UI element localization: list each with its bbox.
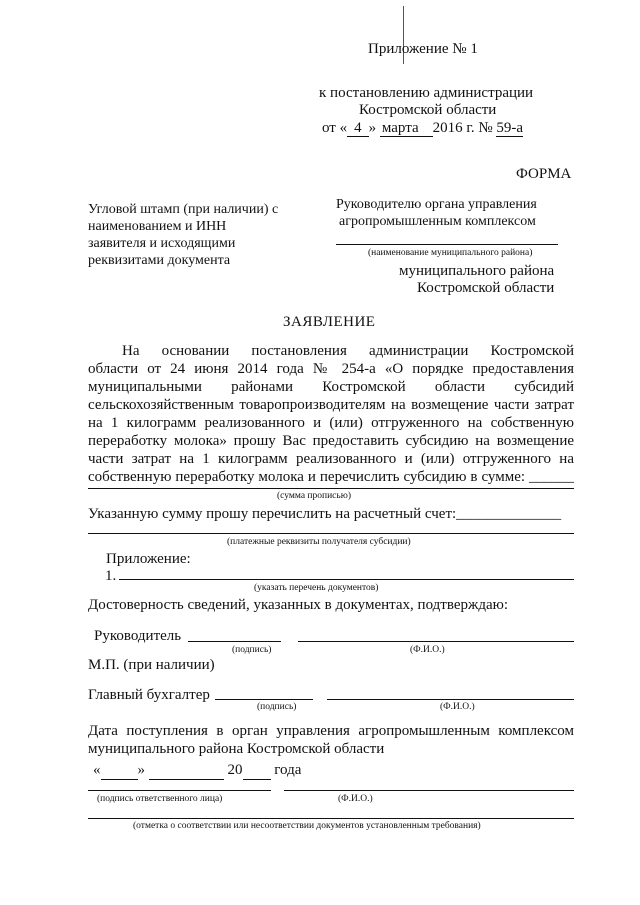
body-line: переработку молока» прошу Вас предоставить субсидию на возмещение: [88, 433, 574, 449]
body-line: На основании постановления администрации Костромской: [122, 343, 574, 359]
receipt-date-open: «: [93, 762, 101, 778]
receipt-line-2: муниципального района Костромской области: [88, 741, 385, 757]
date-prefix: от «: [322, 120, 348, 136]
reliability-text: Достоверность сведений, указанных в документах, подтверждаю:: [88, 597, 509, 613]
resolution-region: Костромской области: [359, 102, 497, 118]
stamp-line-2: наименованием и ИНН: [88, 219, 227, 234]
addressee-line-3: муниципального района: [399, 263, 555, 279]
resolution-line: к постановлению администрации: [319, 85, 534, 101]
date-day: 4: [347, 120, 369, 137]
stamp-place-label: М.П. (при наличии): [88, 657, 215, 673]
head-signature-caption: (подпись): [232, 645, 272, 655]
receipt-day-blank: [101, 761, 138, 780]
receipt-line-1: Дата поступления в орган управления агропромышленным комплексом: [88, 723, 574, 739]
payment-details-line: [88, 533, 574, 534]
date-number: 59-а: [496, 120, 524, 136]
head-fio-line: [298, 641, 574, 642]
accountant-signature-caption: (подпись): [257, 702, 297, 712]
sum-words-line: [88, 488, 574, 489]
addressee-line-2: агропромышленным комплексом: [339, 214, 536, 229]
stamp-line-1: Угловой штамп (при наличии) с: [88, 202, 279, 217]
date-mid: »: [368, 120, 377, 136]
stamp-line-4: реквизитами документа: [88, 253, 231, 268]
responsible-fio-line: [284, 790, 574, 791]
body-paragraph: [88, 342, 574, 486]
document-title: ЗАЯВЛЕНИЕ: [283, 314, 376, 330]
responsible-fio-caption: (Ф.И.О.): [338, 794, 373, 804]
appendix-title: Приложение № 1: [368, 41, 478, 57]
body-line: на 1 килограмм реализованного и (или) отгруженного на собственную: [88, 415, 574, 431]
responsible-signature-caption: (подпись ответственного лица): [97, 794, 223, 804]
receipt-year-blank: [243, 761, 271, 780]
compliance-caption: (отметка о соответствии или несоответствии документов установленным требования): [133, 821, 481, 831]
body-line: муниципальными районами Костромской области субсидий: [88, 379, 574, 395]
attachment-label: Приложение:: [106, 551, 191, 567]
resolution-date: [322, 119, 523, 137]
date-year: 2016 г. №: [432, 120, 493, 136]
date-month: марта: [380, 120, 433, 137]
receipt-year-prefix: 20: [227, 762, 243, 778]
docs-list-caption: (указать перечень документов): [254, 583, 379, 593]
payment-details-caption: (платежные реквизиты получателя субсидии): [227, 537, 411, 547]
addressee-line-4: Костромской области: [417, 280, 555, 296]
transfer-text: Указанную сумму прошу перечислить на расчетный счет:______________: [88, 506, 562, 522]
district-name-caption: (наименование муниципального района): [368, 248, 533, 258]
compliance-line: [88, 818, 574, 819]
attachment-item-number: 1.: [105, 568, 117, 584]
head-signature-line: [188, 641, 281, 642]
accountant-signature-line: [215, 699, 313, 700]
body-line: собственную переработку молока и перечислить субсидию в сумме: ______: [88, 469, 574, 485]
receipt-date: [93, 761, 301, 780]
body-line: части затрат на 1 килограмм реализованного и (или) отгруженного на: [88, 451, 574, 467]
head-fio-caption: (Ф.И.О.): [410, 645, 445, 655]
district-name-line: [336, 244, 558, 245]
accountant-label: Главный бухгалтер: [88, 687, 210, 703]
accountant-fio-caption: (Ф.И.О.): [440, 702, 475, 712]
body-line: области от 24 июня 2014 года № 254-а «О порядке предоставления: [88, 361, 574, 377]
receipt-date-close: »: [137, 762, 145, 778]
head-label: Руководитель: [94, 628, 182, 644]
form-label: ФОРМА: [516, 166, 572, 182]
receipt-month-blank: [149, 761, 224, 780]
accountant-fio-line: [327, 699, 574, 700]
stamp-line-3: заявителя и исходящими: [88, 236, 236, 251]
sum-words-caption: (сумма прописью): [277, 491, 351, 501]
addressee-line-1: Руководителю органа управления: [336, 197, 537, 212]
receipt-year-suffix: года: [274, 762, 302, 778]
body-line: сельскохозяйственным товаропроизводителям на возмещение части затрат: [88, 397, 574, 413]
attachment-item-line: [119, 579, 574, 580]
responsible-signature-line: [88, 790, 271, 791]
